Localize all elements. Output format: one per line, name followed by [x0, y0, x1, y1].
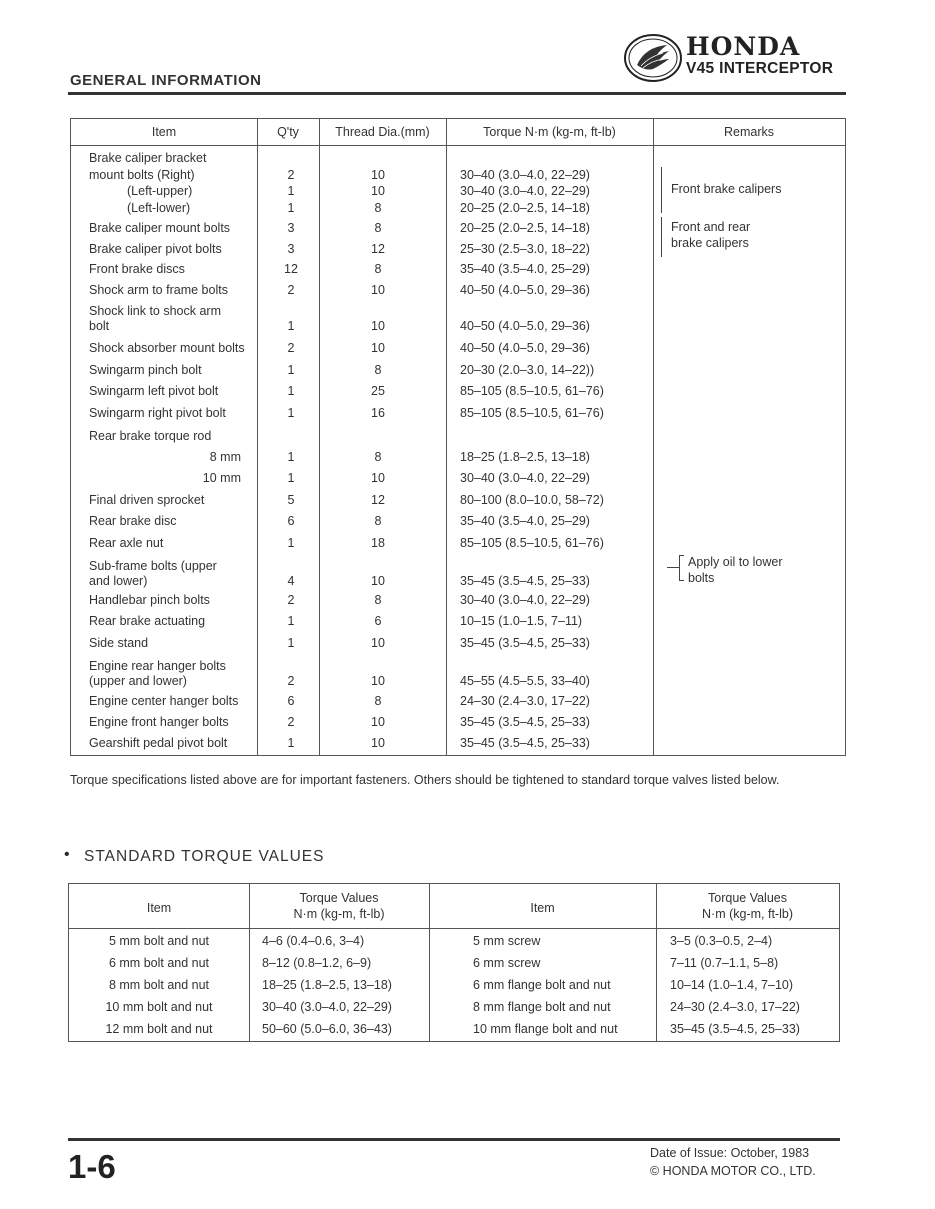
table-cell-torque: 20–25 (2.0–2.5, 14–18): [460, 200, 590, 215]
std-cell-item-left: 12 mm bolt and nut: [105, 1022, 213, 1036]
table-cell-qty: 1: [287, 200, 295, 215]
table-cell-torque: 85–105 (8.5–10.5, 61–76): [460, 384, 604, 398]
table-cell-qty: 4: [287, 574, 295, 588]
std-cell-torque-right: 35–45 (3.5–4.5, 25–33): [670, 1022, 800, 1036]
table-cell-thread-dia: 10: [371, 283, 385, 297]
table-cell-torque: 20–30 (2.0–3.0, 14–22)): [460, 363, 595, 377]
table-cell-thread-dia: 12: [371, 242, 385, 256]
remark-front-rear-2: brake calipers: [671, 236, 749, 250]
std-cell-torque-left: 8–12 (0.8–1.2, 6–9): [262, 956, 372, 970]
table-cell-item: Rear brake disc: [89, 514, 177, 528]
std-header-torque-left-1: Torque Values: [299, 891, 379, 905]
table-cell-thread-dia: 25: [371, 384, 385, 398]
table-cell-torque: 30–40 (3.0–4.0, 22–29): [460, 593, 590, 607]
table-cell-torque: 40–50 (4.0–5.0, 29–36): [460, 341, 590, 355]
column-header-torque: Torque N·m (kg-m, ft-lb): [483, 125, 616, 139]
table-cell-qty: 2: [287, 593, 295, 607]
table-cell-item: Engine center hanger bolts: [89, 694, 239, 708]
table-cell-qty: 1: [287, 736, 295, 750]
table-cell-item: Shock arm to frame bolts: [89, 283, 228, 297]
table-cell-torque: 40–50 (4.0–5.0, 29–36): [460, 319, 590, 333]
std-cell-item-right: 6 mm screw: [473, 956, 541, 970]
std-cell-item-left: 8 mm bolt and nut: [108, 978, 210, 992]
brace-apply-oil: [679, 555, 684, 581]
table-cell-qty: 2: [287, 674, 295, 688]
table-cell-torque: 25–30 (2.5–3.0, 18–22): [460, 242, 590, 256]
table-cell-torque: 35–40 (3.5–4.0, 25–29): [460, 514, 590, 528]
table-cell-item: and lower): [89, 574, 148, 588]
table-cell-item: Final driven sprocket: [89, 493, 205, 507]
column-header-qty: Q'ty: [277, 125, 299, 139]
page-number: 1-6: [68, 1148, 116, 1185]
table-cell-qty: 1: [287, 536, 295, 550]
column-divider: [653, 119, 654, 755]
table-cell-qty: 1: [287, 184, 295, 198]
table-cell-torque: 18–25 (1.8–2.5, 13–18): [460, 450, 590, 464]
table-cell-item: 10 mm: [202, 471, 241, 485]
table-cell-thread-dia: 10: [371, 574, 385, 588]
remark-apply-oil-1: Apply oil to lower: [688, 555, 783, 569]
table-cell-item: Shock link to shock arm: [89, 304, 221, 318]
table-cell-thread-dia: 10: [371, 341, 385, 355]
table-cell-item: Sub-frame bolts (upper: [89, 559, 217, 573]
table-cell-qty: 1: [287, 319, 295, 333]
table-cell-torque: 35–40 (3.5–4.0, 25–29): [460, 262, 590, 276]
table-cell-thread-dia: 8: [374, 363, 382, 377]
brace-front-calipers: [661, 167, 662, 213]
std-cell-torque-left: 4–6 (0.4–0.6, 3–4): [262, 934, 365, 948]
table-cell-torque: 85–105 (8.5–10.5, 61–76): [460, 536, 604, 550]
table-cell-qty: 2: [287, 715, 295, 729]
table-cell-item: (upper and lower): [89, 674, 187, 688]
table-cell-thread-dia: 10: [371, 715, 385, 729]
std-cell-item-right: 5 mm screw: [473, 934, 541, 948]
table-cell-thread-dia: 10: [371, 319, 385, 333]
table-cell-qty: 6: [287, 694, 295, 708]
table-cell-qty: 1: [287, 363, 295, 377]
table-cell-item: Rear brake torque rod: [89, 429, 212, 443]
table-cell-item: Shock absorber mount bolts: [89, 341, 245, 355]
table-cell-thread-dia: 10: [371, 167, 385, 182]
table-cell-torque: 35–45 (3.5–4.5, 25–33): [460, 715, 590, 729]
remark-front-calipers: Front brake calipers: [671, 182, 782, 196]
std-cell-item-left: 10 mm bolt and nut: [105, 1000, 213, 1014]
torque-note: Torque specifications listed above are for important fasteners. Others should be tightened to standard torque valves listed below.: [70, 773, 780, 787]
table-cell-item: Handlebar pinch bolts: [89, 593, 210, 607]
table-cell-qty: 3: [287, 242, 295, 256]
table-cell-item: Engine rear hanger bolts: [89, 659, 226, 673]
table-cell-item: Side stand: [89, 636, 149, 650]
table-cell-item: Gearshift pedal pivot bolt: [89, 736, 228, 750]
table-cell-item: bolt: [89, 319, 110, 333]
table-cell-torque: 35–45 (3.5–4.5, 25–33): [460, 574, 590, 588]
table-cell-thread-dia: 8: [374, 262, 382, 276]
table-cell-item: (Left-lower): [127, 200, 191, 215]
table-cell-item: Swingarm pinch bolt: [89, 363, 202, 377]
table-cell-qty: 1: [287, 636, 295, 650]
table-cell-torque: 35–45 (3.5–4.5, 25–33): [460, 636, 590, 650]
copyright: © HONDA MOTOR CO., LTD.: [650, 1164, 816, 1178]
standard-torque-table: [68, 883, 840, 1042]
std-cell-torque-right: 3–5 (0.3–0.5, 2–4): [670, 934, 773, 948]
torque-spec-table: [70, 118, 846, 756]
brand-name: HONDA: [686, 32, 801, 61]
table-cell-torque: 35–45 (3.5–4.5, 25–33): [460, 736, 590, 750]
table-cell-torque: 40–50 (4.0–5.0, 29–36): [460, 283, 590, 297]
std-cell-item-right: 6 mm flange bolt and nut: [473, 978, 611, 992]
table-cell-torque: 24–30 (2.4–3.0, 17–22): [460, 694, 590, 708]
footer-divider: [68, 1138, 840, 1141]
remark-front-rear-1: Front and rear: [671, 220, 751, 234]
table-cell-qty: 1: [287, 406, 295, 420]
table-cell-qty: 2: [287, 341, 295, 355]
std-cell-item-left: 5 mm bolt and nut: [108, 934, 210, 948]
table-cell-qty: 1: [287, 471, 295, 485]
table-cell-qty: 6: [287, 514, 295, 528]
std-cell-torque-left: 18–25 (1.8–2.5, 13–18): [262, 978, 392, 992]
table-cell-thread-dia: 8: [374, 694, 382, 708]
table-cell-qty: 1: [287, 450, 295, 464]
honda-wing-logo-icon: [623, 33, 683, 83]
column-header-remarks: Remarks: [723, 125, 774, 139]
std-header-torque-left-2: N·m (kg-m, ft-lb): [293, 907, 385, 921]
std-cell-item-left: 6 mm bolt and nut: [108, 956, 210, 970]
table-cell-torque: 45–55 (4.5–5.5, 33–40): [460, 674, 590, 688]
table-cell-item: (Left-upper): [127, 184, 193, 198]
table-cell-thread-dia: 18: [371, 536, 385, 550]
table-cell-qty: 2: [287, 283, 295, 297]
table-cell-thread-dia: 10: [371, 471, 385, 485]
table-cell-thread-dia: 10: [371, 736, 385, 750]
issue-date: Date of Issue: October, 1983: [650, 1146, 810, 1160]
table-cell-qty: 12: [284, 262, 298, 276]
table-cell-thread-dia: 8: [374, 593, 382, 607]
table-cell-item: Rear brake actuating: [89, 614, 206, 628]
bullet-icon: •: [64, 846, 70, 863]
header-divider: [69, 928, 839, 929]
std-cell-item-right: 8 mm flange bolt and nut: [473, 1000, 611, 1014]
table-cell-torque: 85–105 (8.5–10.5, 61–76): [460, 406, 604, 420]
table-cell-thread-dia: 10: [371, 674, 385, 688]
table-cell-torque: 30–40 (3.0–4.0, 22–29): [460, 471, 590, 485]
table-cell-qty: 1: [287, 614, 295, 628]
std-header-torque-right-2: N·m (kg-m, ft-lb): [702, 907, 793, 921]
table-cell-qty: 1: [287, 384, 295, 398]
table-cell-thread-dia: 10: [371, 636, 385, 650]
std-cell-item-right: 10 mm flange bolt and nut: [473, 1022, 618, 1036]
header-divider: [68, 92, 846, 95]
table-cell-item: Brake caliper mount bolts: [89, 221, 231, 235]
std-header-item-right: Item: [530, 901, 555, 915]
table-cell-item: Swingarm left pivot bolt: [89, 384, 219, 398]
table-cell-item: Front brake discs: [89, 262, 185, 276]
column-header-item: Item: [151, 125, 177, 139]
table-cell-thread-dia: 8: [374, 200, 382, 215]
std-cell-torque-right: 7–11 (0.7–1.1, 5–8): [670, 956, 779, 970]
table-cell-item: mount bolts (Right): [89, 167, 195, 182]
column-divider: [446, 119, 447, 755]
column-header-thread-dia: Thread Dia.(mm): [335, 125, 430, 139]
table-cell-torque: 30–40 (3.0–4.0, 22–29): [460, 184, 590, 198]
remark-apply-oil-2: bolts: [688, 571, 715, 585]
table-cell-thread-dia: 16: [371, 406, 385, 420]
section-title: GENERAL INFORMATION: [70, 72, 262, 89]
brace-front-rear-calipers: [661, 217, 662, 257]
table-cell-item: Swingarm right pivot bolt: [89, 406, 226, 420]
standard-torque-title: STANDARD TORQUE VALUES: [84, 848, 325, 865]
table-cell-thread-dia: 12: [371, 493, 385, 507]
table-cell-torque: 10–15 (1.0–1.5, 7–11): [460, 614, 583, 628]
table-cell-thread-dia: 10: [371, 184, 385, 198]
header-divider: [71, 145, 845, 146]
table-cell-item: Engine front hanger bolts: [89, 715, 229, 729]
table-cell-item: 8 mm: [209, 450, 241, 464]
std-cell-torque-left: 50–60 (5.0–6.0, 36–43): [262, 1022, 392, 1036]
pointer-line: [667, 567, 679, 568]
table-cell-qty: 5: [287, 493, 295, 507]
std-cell-torque-right: 24–30 (2.4–3.0, 17–22): [670, 1000, 800, 1014]
std-header-item-left: Item: [146, 901, 172, 915]
table-cell-torque: 20–25 (2.0–2.5, 14–18): [460, 221, 590, 235]
table-cell-thread-dia: 8: [374, 450, 382, 464]
table-cell-qty: 3: [287, 221, 295, 235]
std-cell-torque-left: 30–40 (3.0–4.0, 22–29): [262, 1000, 392, 1014]
model-name: V45 INTERCEPTOR: [686, 60, 834, 77]
table-cell-item: Brake caliper pivot bolts: [89, 242, 222, 256]
std-header-torque-right-1: Torque Values: [708, 891, 787, 905]
table-cell-torque: 80–100 (8.0–10.0, 58–72): [460, 493, 604, 507]
table-cell-item: Brake caliper bracket: [89, 151, 207, 165]
table-cell-thread-dia: 6: [374, 614, 382, 628]
table-cell-thread-dia: 8: [374, 514, 382, 528]
table-cell-item: Rear axle nut: [89, 536, 164, 550]
table-cell-torque: 30–40 (3.0–4.0, 22–29): [460, 167, 590, 182]
table-cell-thread-dia: 8: [374, 221, 382, 235]
table-cell-qty: 2: [287, 167, 295, 182]
std-cell-torque-right: 10–14 (1.0–1.4, 7–10): [670, 978, 794, 992]
